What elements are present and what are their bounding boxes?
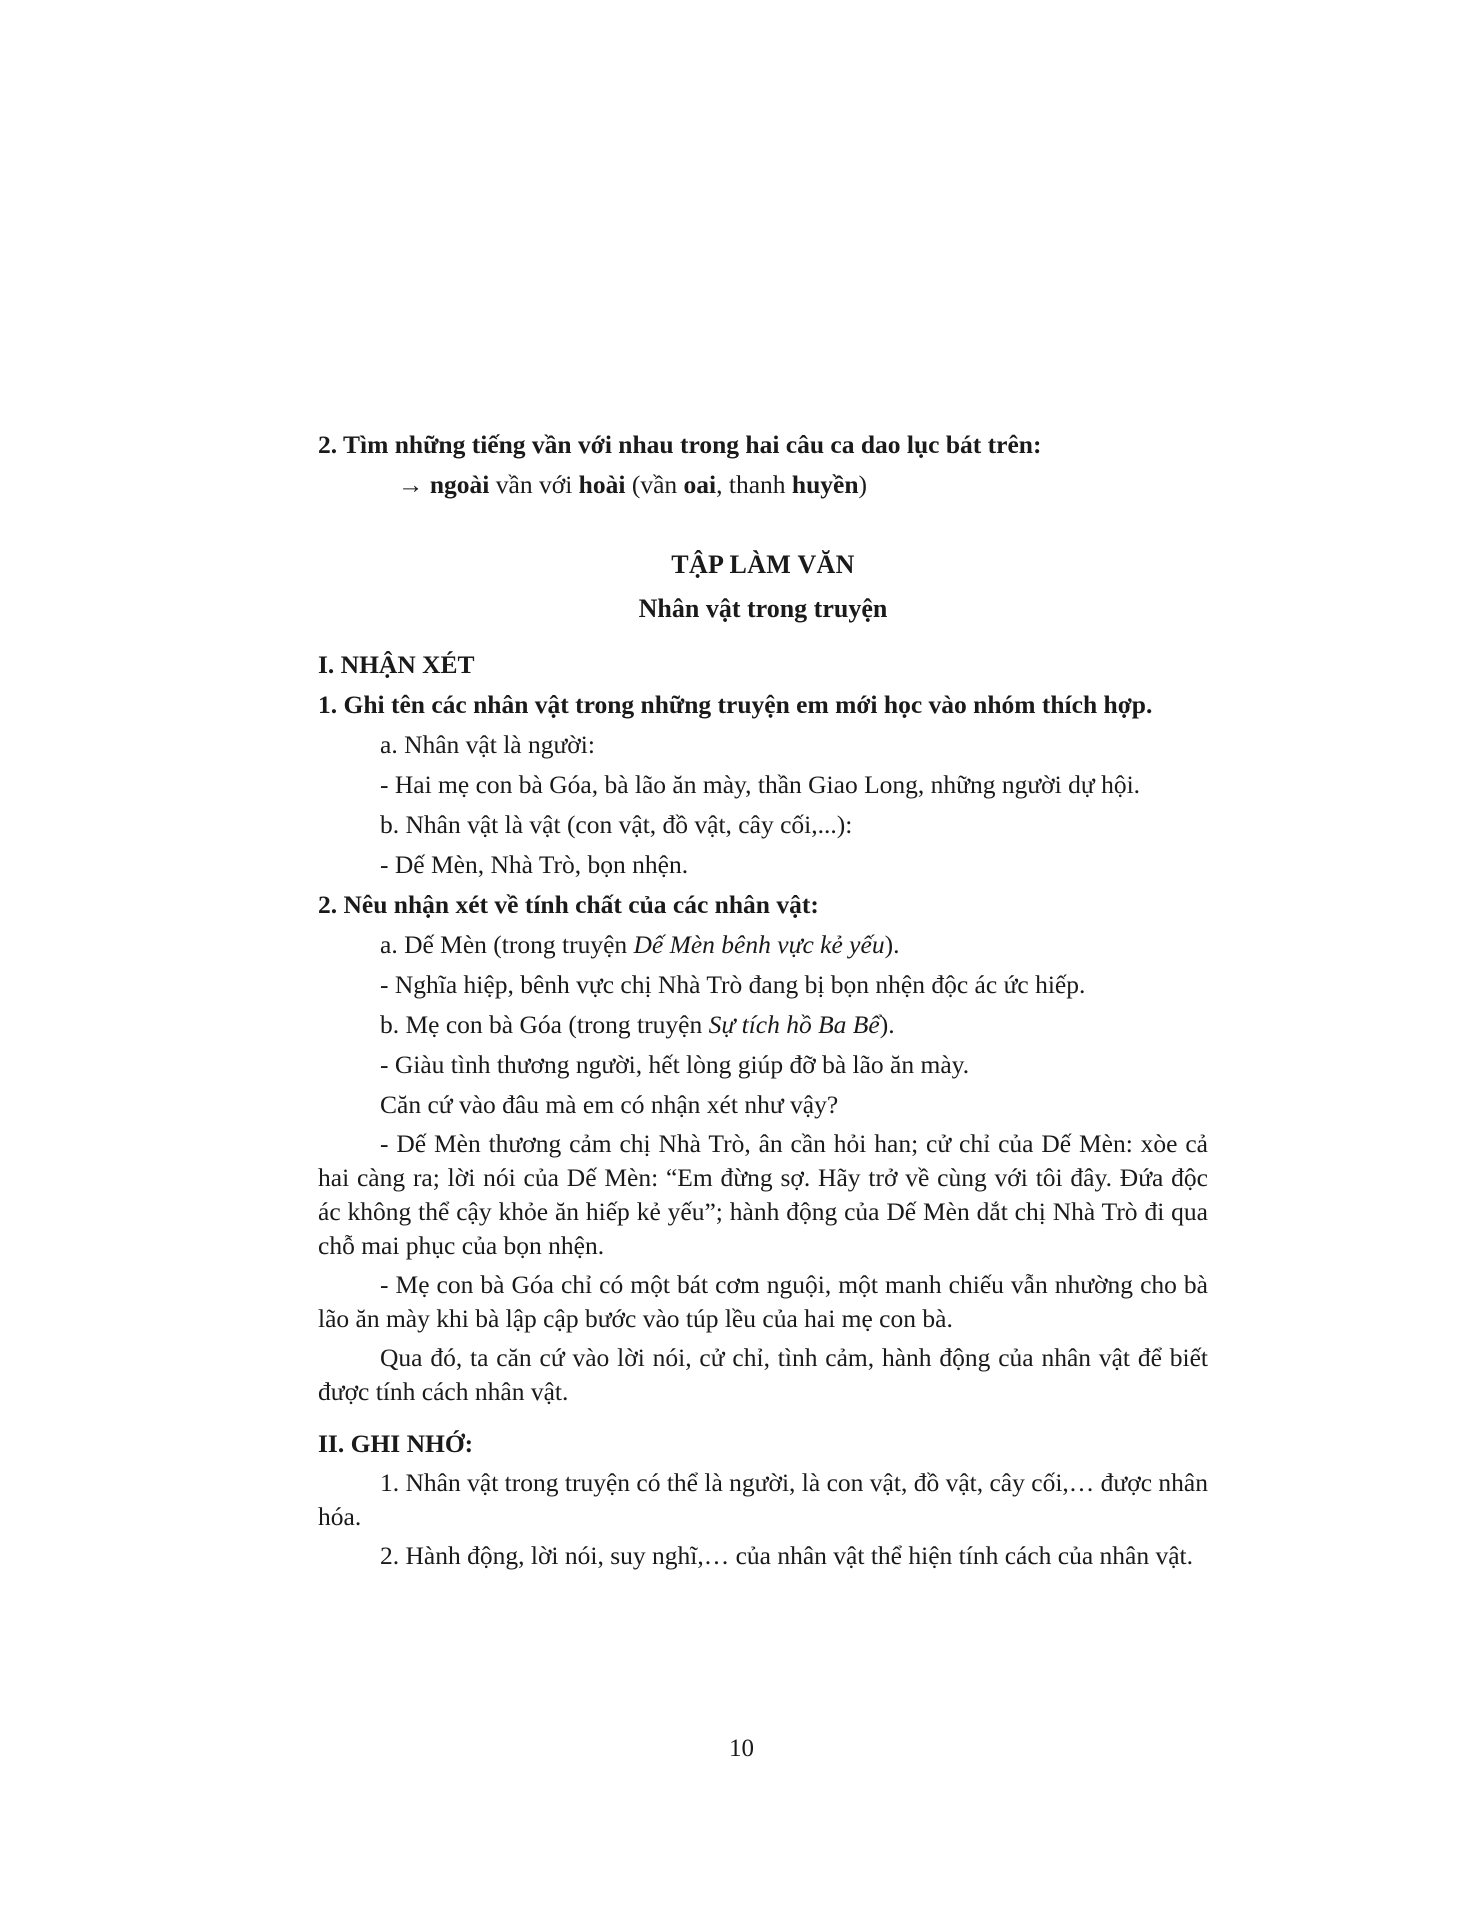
story-title-b: Sự tích hồ Ba Bể: [708, 1010, 880, 1039]
rhyme-word-3: oai: [683, 470, 717, 499]
question-1: 1. Ghi tên các nhân vật trong những truyện em mới học vào nhóm thích hợp.: [318, 690, 1153, 719]
q1-item-a-list: - Hai mẹ con bà Góa, bà lão ăn mày, thần Giao Long, những người dự hội.: [380, 770, 1141, 799]
q2-item-b-desc: - Giàu tình thương người, hết lòng giúp đỡ bà lão ăn mày.: [380, 1050, 970, 1079]
rhyme-text-1: vần với: [489, 470, 579, 499]
document-page: [318, 428, 1208, 1573]
paragraph-ba-goa: - Mẹ con bà Góa chỉ có một bát cơm nguội, một manh chiếu vẫn nhường cho bà lão ăn mày khi bà lập cập bước vào túp lều của hai mẹ con bà.: [318, 1270, 1208, 1333]
rhyme-word-4: huyền: [791, 470, 859, 499]
question-2-rhyme: 2. Tìm những tiếng vần với nhau trong hai câu ca dao lục bát trên:: [318, 430, 1042, 459]
rhyme-word-2: hoài: [578, 470, 626, 499]
rhyme-text-3: , thanh: [716, 470, 792, 499]
section-heading-2: II. GHI NHỚ:: [318, 1429, 474, 1458]
memo-2: 2. Hành động, lời nói, suy nghĩ,… của nhân vật thể hiện tính cách của nhân vật.: [380, 1541, 1193, 1570]
arrow-icon: →: [398, 470, 424, 499]
rhyme-text-2: (vần: [625, 470, 684, 499]
q2-item-b: [318, 1008, 1208, 1042]
section-title: TẬP LÀM VĂN: [671, 550, 855, 579]
question-2: 2. Nêu nhận xét về tính chất của các nhân vật:: [318, 890, 819, 919]
q2-item-a-desc: - Nghĩa hiệp, bênh vực chị Nhà Trò đang bị bọn nhện độc ác ức hiếp.: [380, 970, 1086, 999]
q1-item-b-list: - Dế Mèn, Nhà Trò, bọn nhện.: [380, 850, 689, 879]
lesson-subtitle: Nhân vật trong truyện: [638, 594, 888, 623]
rhyme-word-1: ngoài: [429, 470, 490, 499]
page-number: 10: [729, 1735, 754, 1762]
story-title-a: Dế Mèn bênh vực kẻ yếu: [633, 930, 885, 959]
q2-a-suffix: ).: [884, 930, 900, 959]
q1-item-b: b. Nhân vật là vật (con vật, đồ vật, cây cối,...):: [380, 810, 853, 839]
rhyme-answer: [318, 468, 1208, 502]
paragraph-conclusion: Qua đó, ta căn cứ vào lời nói, cử chỉ, tình cảm, hành động của nhân vật để biết được tính cách nhân vật.: [318, 1343, 1208, 1406]
q2-item-a: [318, 928, 1208, 962]
q1-item-a: a. Nhân vật là người:: [380, 730, 595, 759]
q2-question: Căn cứ vào đâu mà em có nhận xét như vậy?: [380, 1090, 839, 1119]
q2-b-prefix: b. Mẹ con bà Góa (trong truyện: [380, 1010, 709, 1039]
paragraph-de-men: - Dế Mèn thương cảm chị Nhà Trò, ân cần hỏi han; cử chỉ của Dế Mèn: xòe cả hai càng ra; lời nói của Dế Mèn: “Em đừng sợ. Hãy trở về cùng với tôi đây. Đứa độc ác không thể cậy khỏe ăn hiếp kẻ yếu”; hành động của Dế Mèn dắt chị Nhà Trò đi qua chỗ mai phục của bọn nhện.: [318, 1129, 1208, 1260]
memo-1: 1. Nhân vật trong truyện có thể là người, là con vật, đồ vật, cây cối,… được nhân hóa.: [318, 1468, 1208, 1531]
q2-a-prefix: a. Dế Mèn (trong truyện: [380, 930, 634, 959]
rhyme-text-4: ): [858, 470, 868, 499]
q2-b-suffix: ).: [879, 1010, 895, 1039]
section-heading-1: I. NHẬN XÉT: [318, 650, 475, 679]
